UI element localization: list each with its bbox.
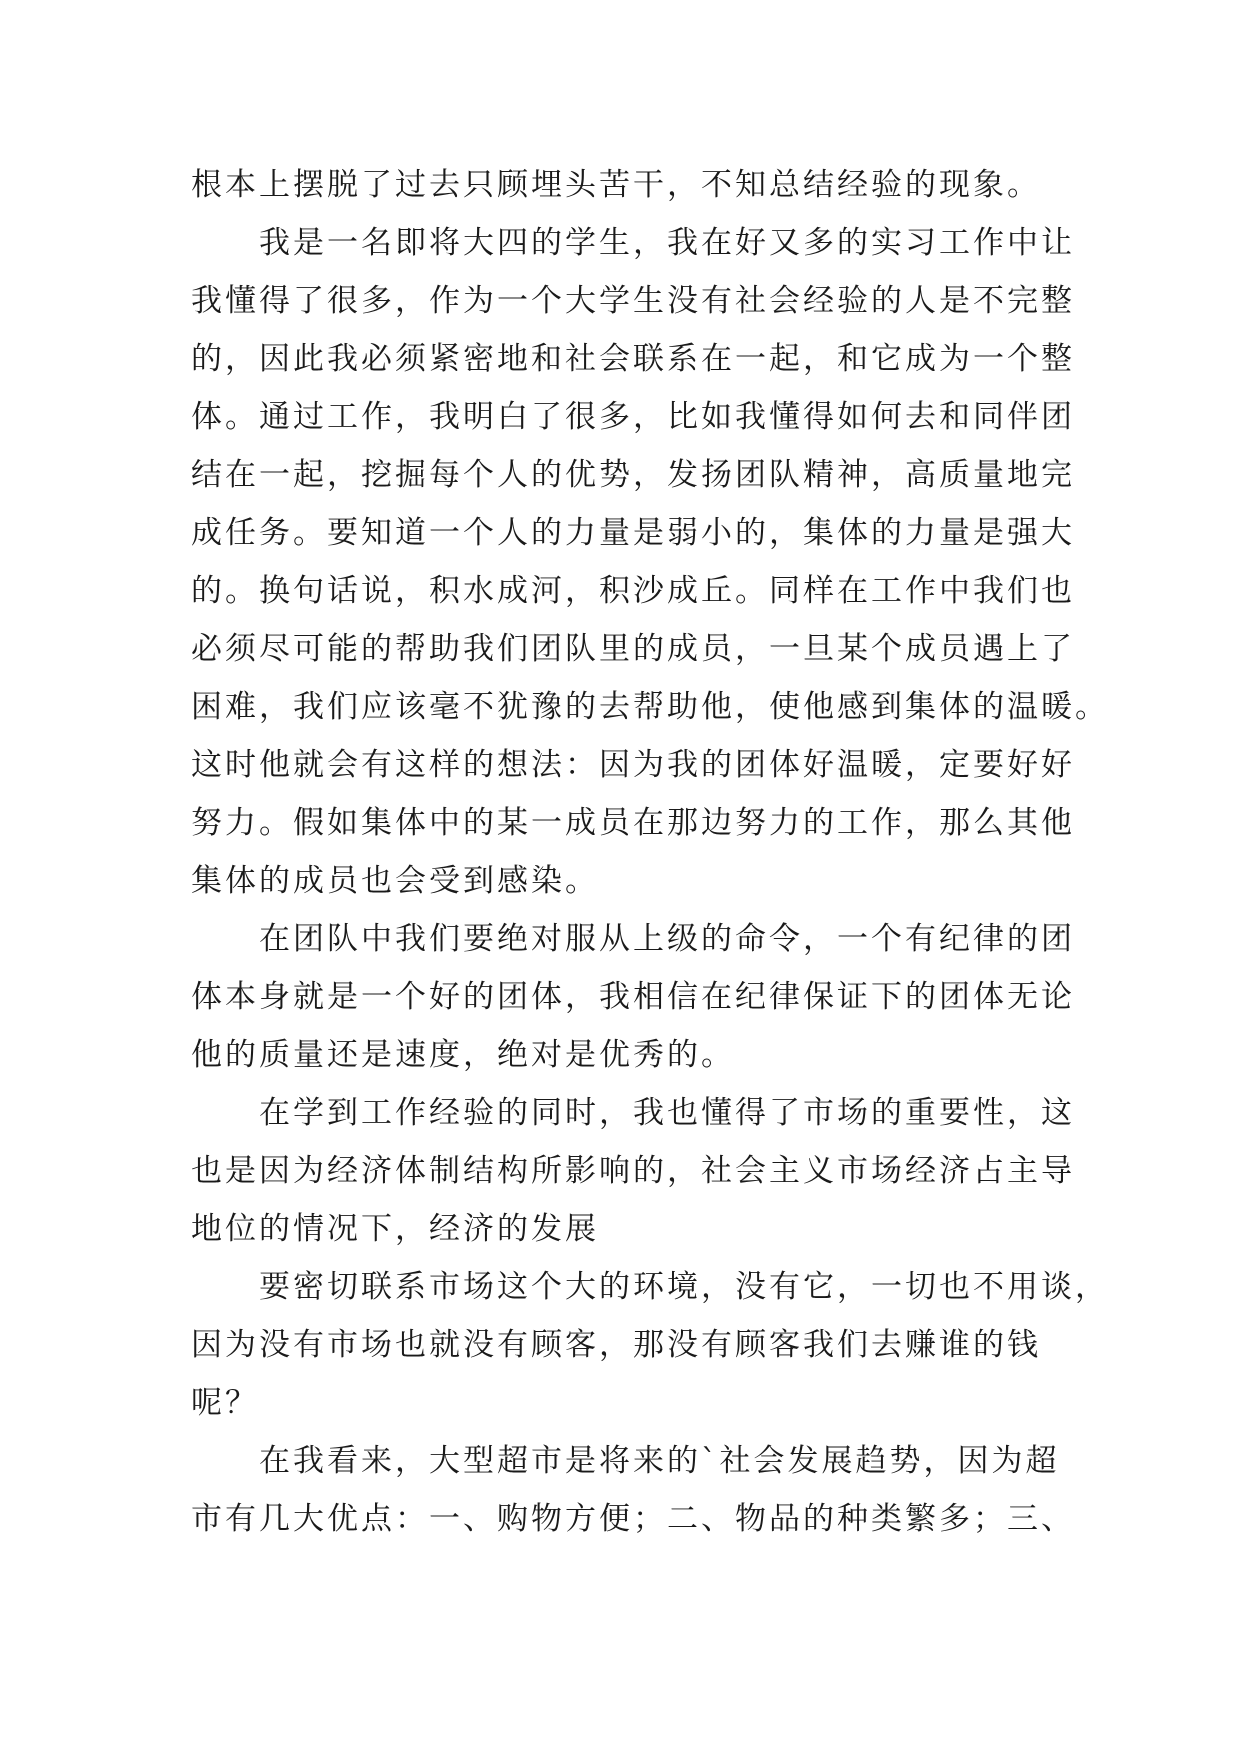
text-line: 这时他就会有这样的想法：因为我的团体好温暖，定要好好 — [191, 747, 1075, 783]
text-line: 在团队中我们要绝对服从上级的命令，一个有纪律的团 — [259, 921, 1075, 957]
text-line: 呢？ — [191, 1385, 259, 1421]
text-line: 根本上摆脱了过去只顾埋头苦干，不知总结经验的现象。 — [191, 167, 1041, 203]
text-line: 的。换句话说，积水成河，积沙成丘。同样在工作中我们也 — [191, 573, 1075, 609]
text-line: 困难，我们应该毫不犹豫的去帮助他，使他感到集体的温暖。 — [191, 689, 1109, 725]
text-line: 我懂得了很多，作为一个大学生没有社会经验的人是不完整 — [191, 283, 1075, 319]
text-line: 地位的情况下，经济的发展 — [191, 1211, 599, 1247]
text-line: 市有几大优点：一、购物方便；二、物品的种类繁多；三、 — [191, 1501, 1075, 1537]
body-text — [191, 156, 1109, 1548]
text-line: 结在一起，挖掘每个人的优势，发扬团队精神，高质量地完 — [191, 457, 1075, 493]
text-line: 在学到工作经验的同时，我也懂得了市场的重要性，这 — [259, 1095, 1075, 1131]
text-line: 我是一名即将大四的学生，我在好又多的实习工作中让 — [259, 225, 1075, 261]
text-line: 成任务。要知道一个人的力量是弱小的，集体的力量是强大 — [191, 515, 1075, 551]
text-line: 要密切联系市场这个大的环境，没有它，一切也不用谈， — [259, 1269, 1109, 1305]
text-line: 的，因此我必须紧密地和社会联系在一起，和它成为一个整 — [191, 341, 1075, 377]
text-line: 在我看来，大型超市是将来的`社会发展趋势，因为超 — [259, 1443, 1060, 1479]
text-line: 体。通过工作，我明白了很多，比如我懂得如何去和同伴团 — [191, 399, 1075, 435]
text-line: 也是因为经济体制结构所影响的，社会主义市场经济占主导 — [191, 1153, 1075, 1189]
text-line: 努力。假如集体中的某一成员在那边努力的工作，那么其他 — [191, 805, 1075, 841]
text-line: 体本身就是一个好的团体，我相信在纪律保证下的团体无论 — [191, 979, 1075, 1015]
text-line: 集体的成员也会受到感染。 — [191, 863, 599, 899]
text-line: 因为没有市场也就没有顾客，那没有顾客我们去赚谁的钱 — [191, 1327, 1041, 1363]
text-line: 他的质量还是速度，绝对是优秀的。 — [191, 1037, 735, 1073]
text-line: 必须尽可能的帮助我们团队里的成员，一旦某个成员遇上了 — [191, 631, 1075, 667]
